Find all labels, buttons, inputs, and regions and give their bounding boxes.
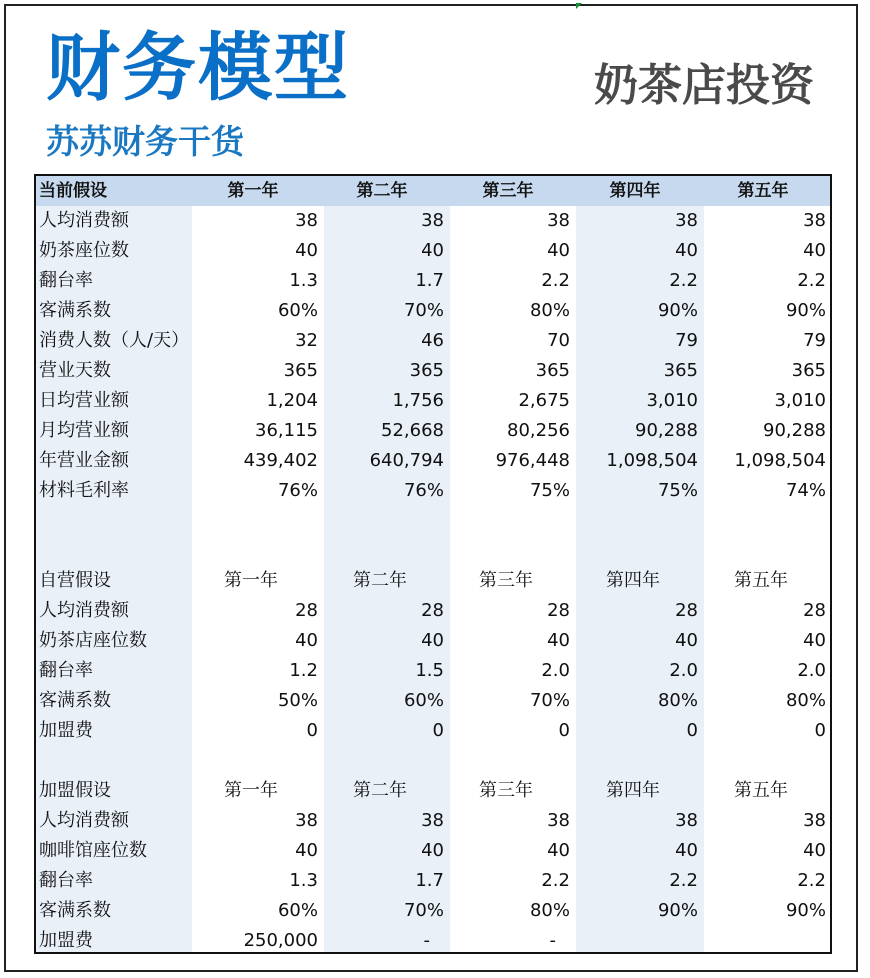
value-cell[interactable]: 1.5 xyxy=(415,660,444,681)
value-cell[interactable]: 76% xyxy=(277,480,318,501)
row-label[interactable]: 加盟费 xyxy=(39,930,93,951)
row-label[interactable]: 人均消费额 xyxy=(39,810,129,831)
value-cell[interactable]: 75% xyxy=(657,480,698,501)
value-cell[interactable]: 75% xyxy=(529,480,570,501)
value-cell[interactable]: 70% xyxy=(403,900,444,921)
blank-row xyxy=(36,536,830,566)
value-cell[interactable]: 0 xyxy=(686,720,698,741)
value-cell[interactable]: - xyxy=(423,930,430,951)
row-label[interactable]: 客满系数 xyxy=(39,300,111,321)
value-cell[interactable]: 40 xyxy=(547,840,570,861)
year-column-header[interactable]: 第五年 xyxy=(734,780,788,801)
section-title[interactable]: 加盟假设 xyxy=(39,780,111,801)
row-label[interactable]: 奶茶座位数 xyxy=(39,240,129,261)
value-cell[interactable]: 76% xyxy=(403,480,444,501)
value-cell[interactable]: 40 xyxy=(547,240,570,261)
value-cell[interactable]: 60% xyxy=(277,900,318,921)
value-cell[interactable]: 90,288 xyxy=(635,420,698,441)
table-row xyxy=(36,926,830,954)
table-row xyxy=(36,806,830,836)
value-cell[interactable]: 2.2 xyxy=(541,270,570,291)
value-cell[interactable]: 38 xyxy=(675,210,698,231)
cell-comment-marker xyxy=(576,3,582,9)
table-row xyxy=(36,206,830,236)
row-label[interactable]: 年营业金额 xyxy=(39,450,129,471)
row-label[interactable]: 材料毛利率 xyxy=(39,480,129,501)
table-row xyxy=(36,386,830,416)
value-cell[interactable]: 90% xyxy=(785,900,826,921)
value-cell[interactable]: 2.2 xyxy=(541,870,570,891)
value-cell[interactable]: 1.2 xyxy=(289,660,318,681)
model-name: 奶茶店投资 xyxy=(594,60,814,111)
value-cell[interactable]: 2.2 xyxy=(797,270,826,291)
value-cell[interactable]: 79 xyxy=(803,330,826,351)
table-row xyxy=(36,866,830,896)
table-row xyxy=(36,266,830,296)
value-cell[interactable]: 40 xyxy=(421,840,444,861)
value-cell[interactable]: 28 xyxy=(803,600,826,621)
year-column-header[interactable]: 第三年 xyxy=(479,780,533,801)
value-cell[interactable]: 80,256 xyxy=(507,420,570,441)
value-cell[interactable]: 3,010 xyxy=(774,390,826,411)
value-cell[interactable]: 40 xyxy=(675,840,698,861)
value-cell[interactable]: 1.3 xyxy=(289,270,318,291)
section-title[interactable]: 自营假设 xyxy=(39,570,111,591)
value-cell[interactable]: 90% xyxy=(657,900,698,921)
value-cell[interactable]: 1,204 xyxy=(266,390,318,411)
value-cell[interactable]: 80% xyxy=(785,690,826,711)
year-column-header[interactable]: 第二年 xyxy=(353,780,407,801)
value-cell[interactable]: 90% xyxy=(785,300,826,321)
year-column-header[interactable]: 第一年 xyxy=(224,780,278,801)
value-cell[interactable]: 38 xyxy=(675,810,698,831)
value-cell[interactable]: 70% xyxy=(403,300,444,321)
value-cell[interactable]: 52,668 xyxy=(381,420,444,441)
table-row xyxy=(36,416,830,446)
page-title: 财务模型 xyxy=(46,25,350,111)
row-label[interactable]: 人均消费额 xyxy=(39,600,129,621)
value-cell[interactable]: 439,402 xyxy=(243,450,318,471)
blank-row xyxy=(36,506,830,536)
section-header-row xyxy=(36,566,830,596)
table-row xyxy=(36,596,830,626)
assumptions-table xyxy=(34,174,832,954)
section-title[interactable]: 当前假设 xyxy=(39,181,107,201)
value-cell[interactable]: 3,010 xyxy=(646,390,698,411)
row-label[interactable]: 客满系数 xyxy=(39,690,111,711)
value-cell[interactable]: 46 xyxy=(421,330,444,351)
value-cell[interactable]: 40 xyxy=(295,630,318,651)
value-cell[interactable]: 38 xyxy=(547,810,570,831)
value-cell[interactable]: 2.0 xyxy=(797,660,826,681)
value-cell[interactable]: 28 xyxy=(547,600,570,621)
value-cell[interactable]: 2,675 xyxy=(518,390,570,411)
value-cell[interactable]: 1,098,504 xyxy=(606,450,698,471)
value-cell[interactable]: 60% xyxy=(277,300,318,321)
year-column-header[interactable]: 第一年 xyxy=(227,181,279,201)
section-header-row xyxy=(36,776,830,806)
row-label[interactable]: 翻台率 xyxy=(39,270,93,291)
value-cell[interactable]: 40 xyxy=(421,630,444,651)
value-cell[interactable]: 2.2 xyxy=(669,270,698,291)
value-cell[interactable]: 2.2 xyxy=(669,870,698,891)
table-row xyxy=(36,896,830,926)
value-cell[interactable]: 90% xyxy=(657,300,698,321)
value-cell[interactable]: 40 xyxy=(675,240,698,261)
blank-row xyxy=(36,746,830,776)
row-label[interactable]: 翻台率 xyxy=(39,660,93,681)
table-row xyxy=(36,686,830,716)
table-row xyxy=(36,476,830,506)
value-cell[interactable] xyxy=(704,926,832,954)
row-label[interactable]: 奶茶店座位数 xyxy=(39,630,147,651)
row-label[interactable]: 加盟费 xyxy=(39,720,93,741)
value-cell[interactable]: 640,794 xyxy=(369,450,444,471)
table-row xyxy=(36,356,830,386)
value-cell[interactable]: 2.0 xyxy=(669,660,698,681)
table-row xyxy=(36,236,830,266)
value-cell[interactable]: 70 xyxy=(547,330,570,351)
row-label[interactable]: 日均营业额 xyxy=(39,390,129,411)
value-cell[interactable]: 38 xyxy=(295,810,318,831)
value-cell[interactable]: 365 xyxy=(535,360,570,381)
section-header-row xyxy=(36,176,830,206)
value-cell[interactable]: 1.7 xyxy=(415,270,444,291)
year-column-header[interactable]: 第四年 xyxy=(609,181,661,201)
value-cell[interactable]: 40 xyxy=(421,240,444,261)
value-cell[interactable]: 250,000 xyxy=(243,930,318,951)
value-cell[interactable]: 38 xyxy=(421,810,444,831)
value-cell[interactable]: 36,115 xyxy=(255,420,318,441)
value-cell[interactable]: 38 xyxy=(803,810,826,831)
row-label[interactable]: 咖啡馆座位数 xyxy=(39,840,147,861)
value-cell[interactable]: 0 xyxy=(558,720,570,741)
table-row xyxy=(36,296,830,326)
value-cell[interactable]: 70% xyxy=(529,690,570,711)
value-cell[interactable] xyxy=(576,926,704,954)
year-column-header[interactable]: 第一年 xyxy=(224,570,278,591)
table-row xyxy=(36,836,830,866)
year-column-header[interactable]: 第五年 xyxy=(734,570,788,591)
value-cell[interactable]: - xyxy=(549,930,556,951)
value-cell[interactable]: 976,448 xyxy=(495,450,570,471)
value-cell[interactable]: 0 xyxy=(814,720,826,741)
value-cell[interactable]: 28 xyxy=(295,600,318,621)
value-cell[interactable]: 60% xyxy=(403,690,444,711)
year-column-header[interactable]: 第二年 xyxy=(356,181,408,201)
table-rows xyxy=(36,176,830,954)
value-cell[interactable]: 90,288 xyxy=(763,420,826,441)
value-cell[interactable]: 40 xyxy=(803,240,826,261)
value-cell[interactable]: 1.7 xyxy=(415,870,444,891)
value-cell[interactable]: 38 xyxy=(421,210,444,231)
table-row xyxy=(36,716,830,746)
value-cell[interactable]: 1,756 xyxy=(392,390,444,411)
year-column-header[interactable]: 第五年 xyxy=(737,181,789,201)
row-label[interactable]: 客满系数 xyxy=(39,900,111,921)
value-cell[interactable]: 40 xyxy=(803,840,826,861)
year-column-header[interactable]: 第三年 xyxy=(482,181,534,201)
value-cell[interactable]: 0 xyxy=(432,720,444,741)
value-cell[interactable]: 38 xyxy=(547,210,570,231)
value-cell[interactable]: 80% xyxy=(529,900,570,921)
value-cell[interactable]: 365 xyxy=(283,360,318,381)
page-subtitle: 苏苏财务干货 xyxy=(46,122,244,161)
value-cell[interactable]: 2.0 xyxy=(541,660,570,681)
value-cell[interactable]: 40 xyxy=(803,630,826,651)
row-label[interactable]: 月均营业额 xyxy=(39,420,129,441)
table-row xyxy=(36,446,830,476)
row-label[interactable]: 消费人数（人/天） xyxy=(39,330,190,351)
year-column-header[interactable]: 第二年 xyxy=(353,570,407,591)
value-cell[interactable]: 1.3 xyxy=(289,870,318,891)
value-cell[interactable]: 2.2 xyxy=(797,870,826,891)
value-cell[interactable]: 28 xyxy=(421,600,444,621)
row-label[interactable]: 人均消费额 xyxy=(39,210,129,231)
year-column-header[interactable]: 第四年 xyxy=(606,570,660,591)
value-cell[interactable]: 32 xyxy=(295,330,318,351)
value-cell[interactable]: 79 xyxy=(675,330,698,351)
year-column-header[interactable]: 第四年 xyxy=(606,780,660,801)
value-cell[interactable]: 1,098,504 xyxy=(734,450,826,471)
value-cell[interactable]: 38 xyxy=(803,210,826,231)
value-cell[interactable]: 38 xyxy=(295,210,318,231)
table-row xyxy=(36,626,830,656)
value-cell[interactable]: 365 xyxy=(663,360,698,381)
row-label[interactable]: 营业天数 xyxy=(39,360,111,381)
value-cell[interactable]: 74% xyxy=(785,480,826,501)
value-cell[interactable]: 40 xyxy=(295,840,318,861)
value-cell[interactable]: 80% xyxy=(657,690,698,711)
table-row xyxy=(36,656,830,686)
row-label[interactable]: 翻台率 xyxy=(39,870,93,891)
value-cell[interactable]: 0 xyxy=(306,720,318,741)
value-cell[interactable]: 50% xyxy=(277,690,318,711)
value-cell[interactable]: 40 xyxy=(675,630,698,651)
year-column-header[interactable]: 第三年 xyxy=(479,570,533,591)
value-cell[interactable]: 40 xyxy=(295,240,318,261)
value-cell[interactable]: 40 xyxy=(547,630,570,651)
value-cell[interactable]: 365 xyxy=(791,360,826,381)
value-cell[interactable]: 80% xyxy=(529,300,570,321)
value-cell[interactable]: 365 xyxy=(409,360,444,381)
table-row xyxy=(36,326,830,356)
value-cell[interactable]: 28 xyxy=(675,600,698,621)
